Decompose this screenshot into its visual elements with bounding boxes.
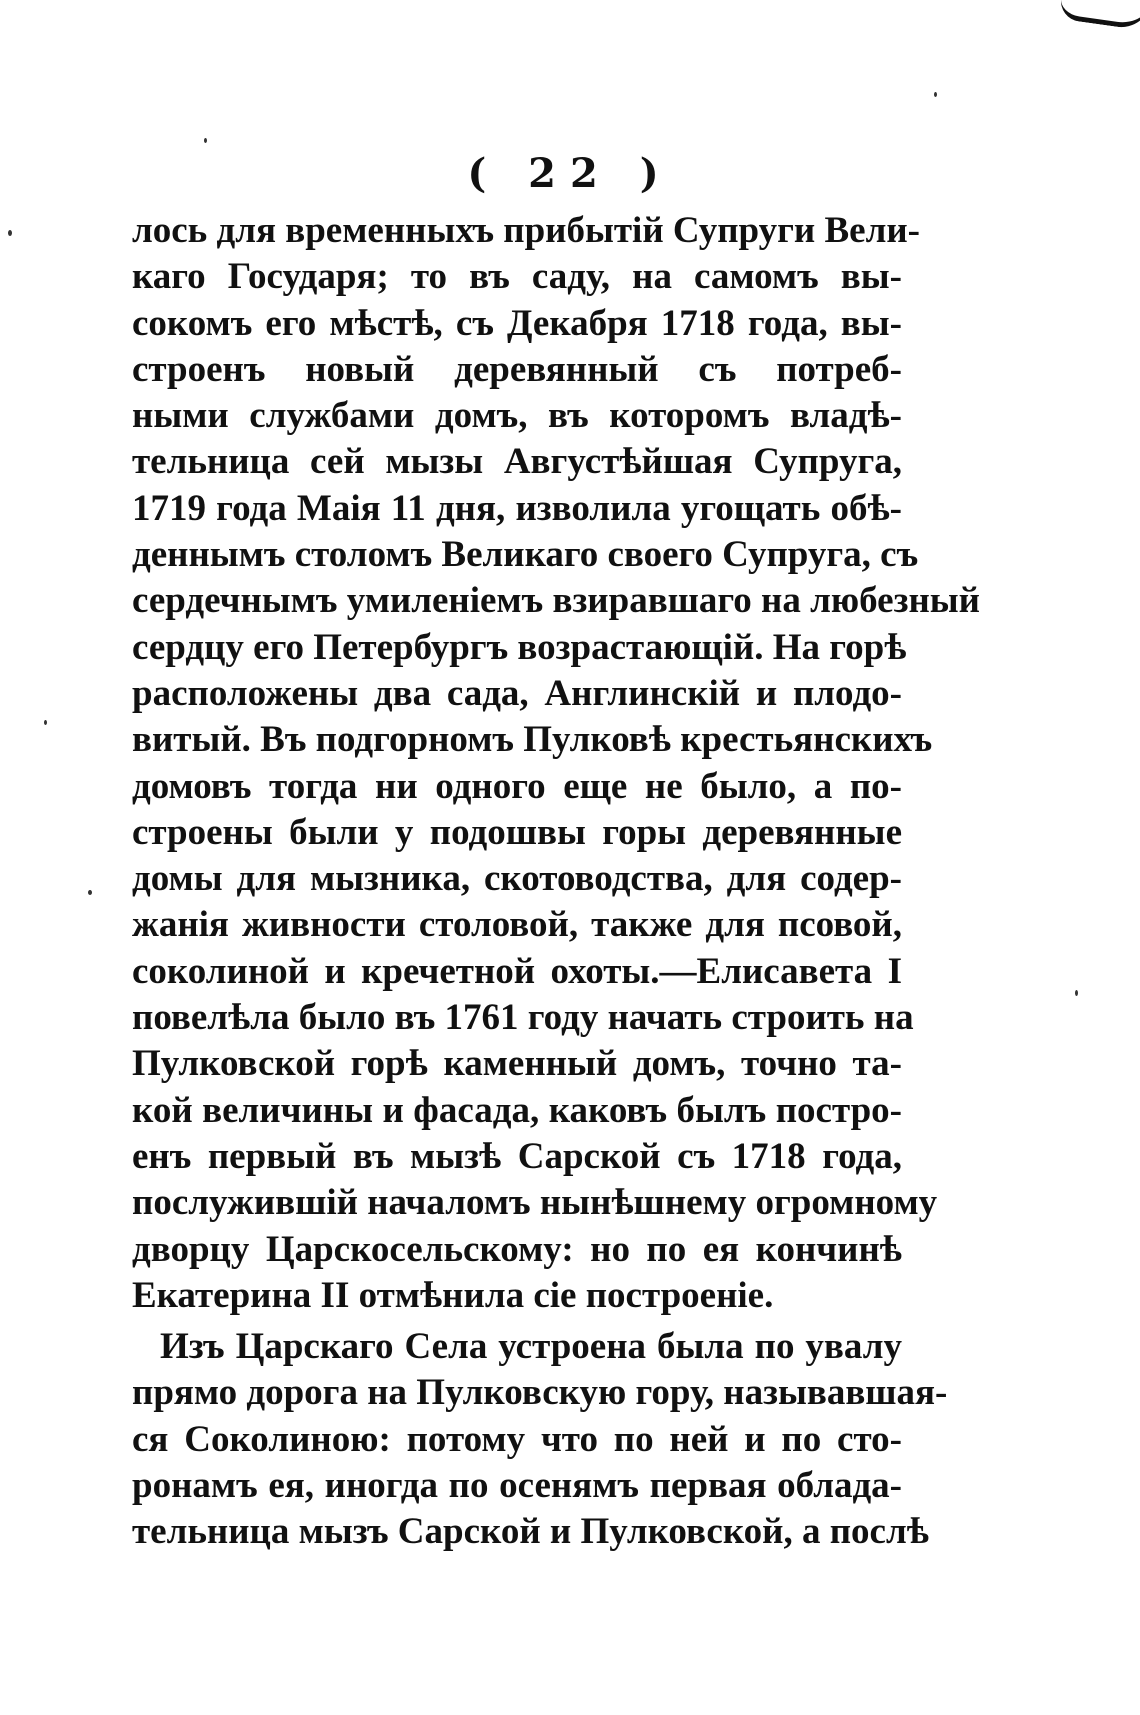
text-line: Изъ Царскаго Села устроена была по увалу — [160, 1326, 902, 1368]
ink-speck — [44, 720, 47, 725]
text-line: 1719 года Маія 11 дня, изволила угощать обѣ- — [132, 487, 902, 529]
body-text — [132, 208, 980, 1556]
page-number: ( 22 ) — [467, 150, 673, 197]
text-line: витый. Въ подгорномъ Пулковѣ крестьянскихъ — [132, 719, 933, 761]
text-line: Пулковской горѣ каменный домъ, точно та- — [132, 1043, 902, 1085]
text-line: деннымъ столомъ Великаго своего Супруга, съ — [132, 534, 919, 576]
ink-speck — [204, 138, 207, 143]
text-line: сердечнымъ умиленіемъ взиравшаго на любезный — [132, 580, 980, 622]
text-line: домы для мызника, скотоводства, для содер- — [132, 858, 902, 900]
ink-speck — [88, 890, 92, 895]
text-line: енъ первый въ мызѣ Сарской съ 1718 года, — [132, 1135, 902, 1177]
text-line: тельница мызъ Сарской и Пулковской, а послѣ — [132, 1511, 929, 1553]
text-line: прямо дорога на Пулковскую гору, называвшая- — [132, 1372, 948, 1414]
paragraph — [132, 208, 980, 1319]
text-line: дворцу Царскосельскому: но по ея кончинѣ — [132, 1228, 902, 1270]
text-line: сокомъ его мѣстѣ, съ Декабря 1718 года, вы- — [132, 302, 902, 344]
text-line: ронамъ ея, иногда по осенямъ первая облада- — [132, 1465, 902, 1507]
ink-speck — [8, 230, 12, 236]
text-line: ными службами домъ, въ которомъ владѣ- — [132, 395, 902, 437]
text-line: ся Соколиною: потому что по ней и по сто- — [132, 1418, 902, 1460]
ink-speck — [934, 92, 937, 97]
text-line: расположены два сада, Англинскій и плодо- — [132, 672, 902, 714]
text-line: кой величины и фасада, каковъ былъ постро- — [132, 1089, 902, 1131]
text-line: лось для временныхъ прибытій Супруги Вели- — [132, 210, 920, 251]
text-line: сердцу его Петербургъ возрастающій. На горѣ — [132, 626, 907, 668]
text-line: домовъ тогда ни одного еще не было, а по- — [132, 765, 902, 807]
text-line: строены были у подошвы горы деревянные — [132, 811, 902, 853]
text-line: каго Государя; то въ саду, на самомъ вы- — [132, 256, 902, 298]
text-line: жанія живности столовой, также для псовой, — [132, 904, 902, 946]
text-line: послужившій началомъ нынѣшнему огромному — [132, 1182, 938, 1224]
ink-speck — [1075, 990, 1078, 996]
text-line: Екатерина II отмѣнила сіе построеніе. — [132, 1274, 774, 1316]
page-corner-mark — [1058, 0, 1140, 31]
text-line: строенъ новый деревянный съ потреб- — [132, 348, 902, 390]
text-line: тельница сей мызы Августѣйшая Супруга, — [132, 441, 902, 483]
text-line: соколиной и кречетной охоты.—Елисавета I — [132, 950, 902, 992]
text-line: повелѣла было въ 1761 году начать строить на — [132, 997, 914, 1039]
paragraph — [132, 1324, 948, 1555]
